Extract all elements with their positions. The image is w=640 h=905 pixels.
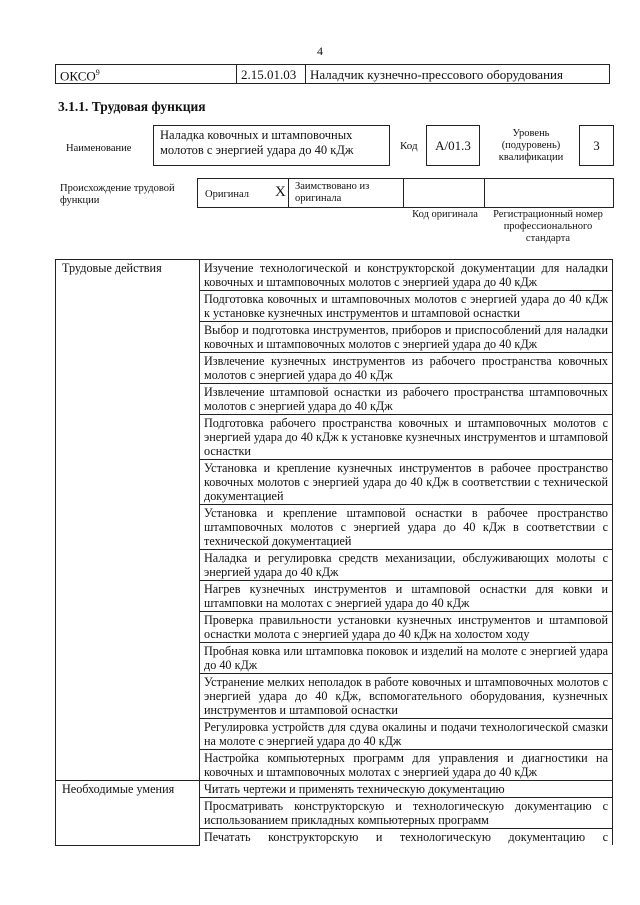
- level-label: Уровень (подуровень) квалификации: [498, 128, 564, 163]
- labor-action-item: Извлечение кузнечных инструментов из рабочего пространства ковочных молотов с энергией удара до 40 кДж: [200, 353, 613, 384]
- registration-caption: Регистрационный номер профессионального стандарта: [493, 209, 603, 244]
- name-label: Наименование: [66, 143, 132, 154]
- labor-action-item: Изучение технологической и конструкторской документации для наладки ковочных и штамповочных молотов с энергией удара до 40 кДж: [200, 260, 613, 291]
- skill-item: Просматривать конструкторскую и технологическую документацию с использованием прикладных компьютерных программ: [200, 798, 613, 829]
- section-title: 3.1.1. Трудовая функция: [58, 99, 206, 114]
- origin-divider: [403, 178, 404, 208]
- okso-footnote: 9: [95, 68, 100, 77]
- okso-label: ОКСО: [60, 68, 96, 84]
- labor-action-item: Подготовка ковочных и штамповочных молотов с энергией удара до 40 кДж к установке кузнечных инструментов и штамповой оснастки: [200, 291, 613, 322]
- okso-table: [55, 64, 610, 84]
- code-value: А/01.3: [426, 125, 480, 166]
- original-label: Оригинал: [205, 189, 249, 200]
- labor-action-item: Наладка и регулировка средств механизации, обслуживающих молоты с энергией удара до 40 кДж: [200, 550, 613, 581]
- skill-item: Печатать конструкторскую и технологическую документацию с: [200, 829, 613, 846]
- required-skills-header: Необходимые умения: [56, 781, 200, 846]
- okso-code: 2.15.01.03: [237, 65, 306, 84]
- code-label: Код: [400, 140, 418, 152]
- name-value: Наладка ковочных и штамповочных молотов с энергией удара до 40 кДж: [153, 125, 390, 166]
- page-number: 4: [317, 44, 323, 58]
- labor-action-item: Пробная ковка или штамповка поковок и изделий на молоте с энергией удара до 40 кДж: [200, 643, 613, 674]
- labor-action-item: Установка и крепление кузнечных инструментов в рабочее пространство ковочных молотов с энергией удара до 40 кДж в соответствии с технической документацией: [200, 460, 613, 505]
- labor-action-item: Регулировка устройств для сдува окалины и подачи технологической смазки на молоте с энергией удара до 40 кДж: [200, 719, 613, 750]
- labor-action-item: Нагрев кузнечных инструментов и штамповой оснастки для ковки и штамповки на молотах с энергией удара до 40 кДж: [200, 581, 613, 612]
- function-table: [55, 259, 613, 846]
- labor-actions-header: Трудовые действия: [56, 260, 200, 781]
- labor-action-item: Подготовка рабочего пространства ковочных и штамповочных молотов с энергией удара до 40 кДж к установке кузнечных инструментов и штамповой оснастки: [200, 415, 613, 460]
- borrowed-label: Заимствовано из оригинала: [295, 181, 370, 204]
- level-value: 3: [579, 125, 614, 166]
- origin-divider: [288, 178, 289, 208]
- labor-action-item: Извлечение штамповой оснастки из рабочего пространства штамповочных молотов с энергией удара до 40 кДж: [200, 384, 613, 415]
- labor-action-item: Настройка компьютерных программ для управления и диагностики на ковочных и штамповочных молотах с энергией удара до 40 кДж: [200, 750, 613, 781]
- labor-action-item: Выбор и подготовка инструментов, приборов и приспособлений для наладки ковочных и штамповочных молотов с энергией удара до 40 кДж: [200, 322, 613, 353]
- okso-label-cell: [56, 65, 237, 84]
- code-original-caption: Код оригинала: [412, 209, 478, 220]
- origin-label: Происхождение трудовой функции: [60, 183, 175, 206]
- origin-divider: [484, 178, 485, 208]
- original-mark: X: [275, 184, 286, 200]
- labor-action-item: Установка и крепление штамповой оснастки в рабочее пространство штамповочных молотов с энергией удара до 40 кДж в соответствии с технической документацией: [200, 505, 613, 550]
- labor-action-item: Устранение мелких неполадок в работе ковочных и штамповочных молотов с энергией удара до 40 кДж, вспомогательного оборудования, кузнечных инструментов и штамповой оснастки: [200, 674, 613, 719]
- okso-name: Наладчик кузнечно-прессового оборудования: [306, 65, 610, 84]
- skill-item: Читать чертежи и применять техническую документацию: [200, 781, 613, 798]
- labor-action-item: Проверка правильности установки кузнечных инструментов и штамповой оснастки молота с энергией удара до 40 кДж на холостом ходу: [200, 612, 613, 643]
- origin-box: [197, 178, 614, 208]
